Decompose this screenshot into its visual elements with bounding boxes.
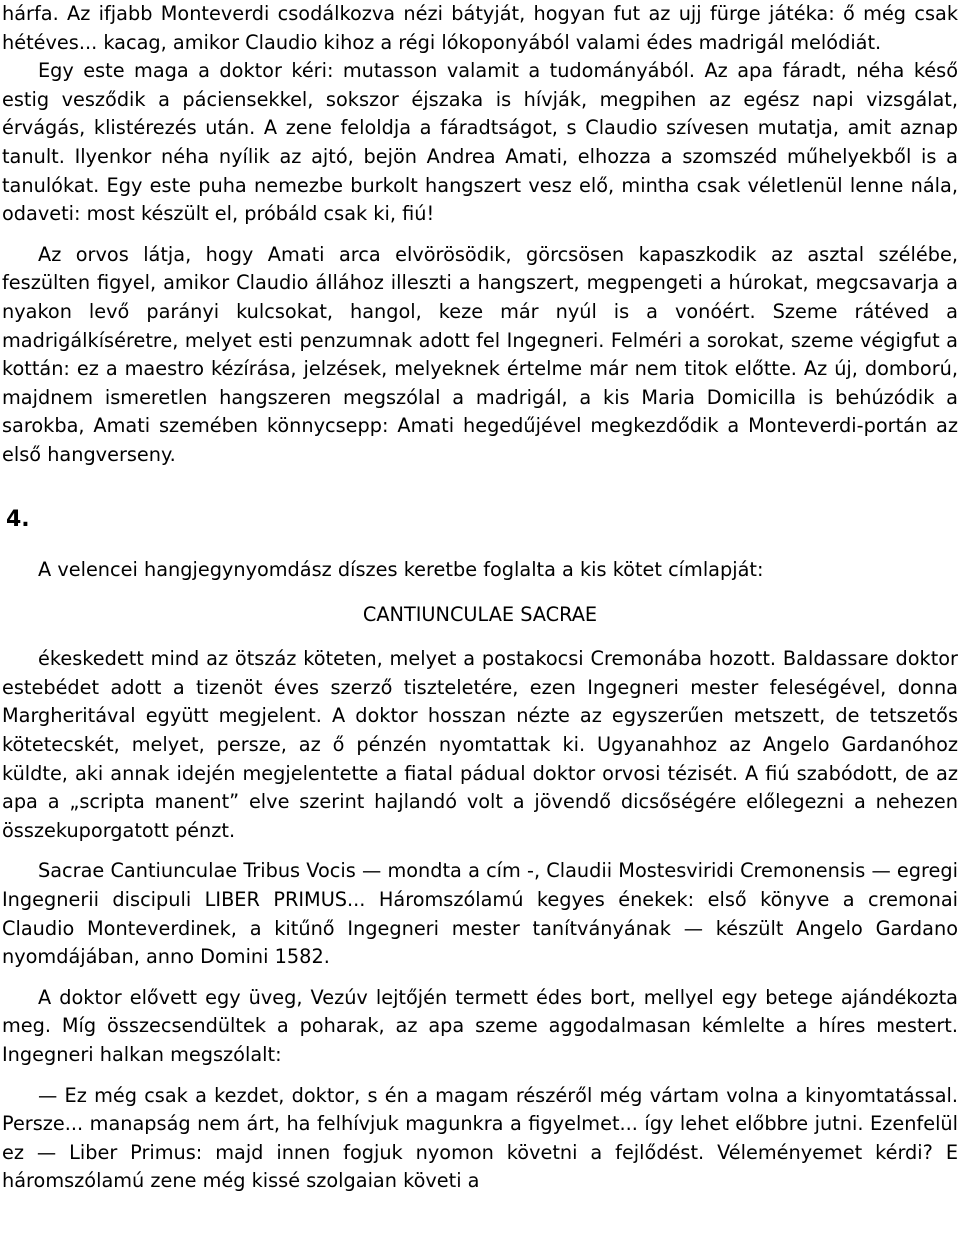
paragraph: Egy este maga a doktor kéri: mutasson valamit a tudományából. Az apa fáradt, néha késő estig vesződik a páciensekkel, sokszor éjszaka is hívják, megpihen az egész napi vizsgálat, érvágás, klistérezés után. A zene feloldja a fáradtságot, s Claudio szívesen mutatja, amit aznap tanult. Ilyenkor néha nyílik az ajtó, bejön Andrea Amati, elhozza a szomszéd műhelyekből is a tanulókat. Egy este puha nemezbe burkolt hangszert vesz elő, mintha csak véletlenül lenne nála, odaveti: most készült el, próbáld csak ki, fiú! <box>2 59 958 226</box>
paragraph: ékeskedett mind az ötszáz köteten, melyet a postakocsi Cremonába hozott. Baldassare doktor estebédet adott a tizenöt éves szerző tiszteletére, ezen Ingegneri mester feleségével, donna Margheritával együtt megjelent. A doktor hosszan nézte az egyszerűen metszett, de tetszetős kötetecskét, melyet, persze, az ő pénzén nyomtattak ki. Ugyanahhoz az Angelo Gardanóhoz küldte, aki annak idején megjelentette a fiatal pádual doktor orvosi tézisét. A fiú szabódott, de az apa a „scripta manent” elve szerint hajlandó volt a jövendő dicsőségére előlegezni a nehezen összekuporgatott pénzt. <box>2 647 958 842</box>
paragraph: A velencei hangjegynyomdász díszes keretbe foglalta a kis kötet címlapját: <box>38 558 764 582</box>
paragraph-continuation: hárfa. Az ifjabb Monteverdi csodálkozva nézi bátyját, hogyan fut az ujj fürge játéka: ő még csak hétéves... kacag, amikor Claudio kihoz a régi lókoponyából valami édes madrigál melódiát. <box>2 2 958 54</box>
dialogue-paragraph: — Ez még csak a kezdet, doktor, s én a magam részéről még vártam volna a kinyomtatással. Persze... manapság nem árt, ha felhívjuk magunkra a figyelmet... így lehet előbbre jutni. Ezenfelül ez — Liber Primus: majd innen fogjuk nyomon követni a fejlődést. Véleményemet kérdi? E háromszólamú zene még kissé szolgaian követi a <box>2 1083 958 1193</box>
paragraph: Sacrae Cantiunculae Tribus Vocis — mondta a cím -, Claudii Mostesviridi Cremonensis — egregi Ingegnerii discipuli LIBER PRIMUS... Háromszólamú kegyes énekek: első könyve a cremonai Claudio Monteverdinek, a kitűnő Ingegneri mester tanítványának — készült Angelo Gardano nyomdájában, anno Domini 1582. <box>2 859 958 969</box>
paragraph: Az orvos látja, hogy Amati arca elvörösödik, görcsösen kapaszkodik az asztal szélébe, feszülten figyel, amikor Claudio állához illeszti a hangszert, megpengeti a húrokat, megcsavarja a nyakon levő parányi kulcsokat, hangol, keze már nyúl is a vonóért. Szeme rátéved a madrigálkíséretre, melyet esti penzumnak adott fel Ingegneri. Felméri a sorokat, szeme végigfut a kottán: ez a maestro kézírása, jelzések, melyeknek értelme már nem titok előtte. Az új, domború, majdnem ismeretlen hangszeren megszólal a madrigál, a kis Maria Domicilla is behúzódik a sarokba, Amati szemében könnycsepp: Amati hegedűjével megkezdődik a Monteverdi-portán az első hangverseny. <box>2 242 958 466</box>
chapter-number: 4. <box>6 506 30 532</box>
book-title: CANTIUNCULAE SACRAE <box>362 602 598 626</box>
paragraph: A doktor elővett egy üveg, Vezúv lejtőjén termett édes bort, mellyel egy betege ajándékozta meg. Míg összecsendültek a poharak, az apa szeme aggodalmasan kémlelte a híres mestert. Ingegneri halkan megszólalt: <box>2 985 958 1066</box>
